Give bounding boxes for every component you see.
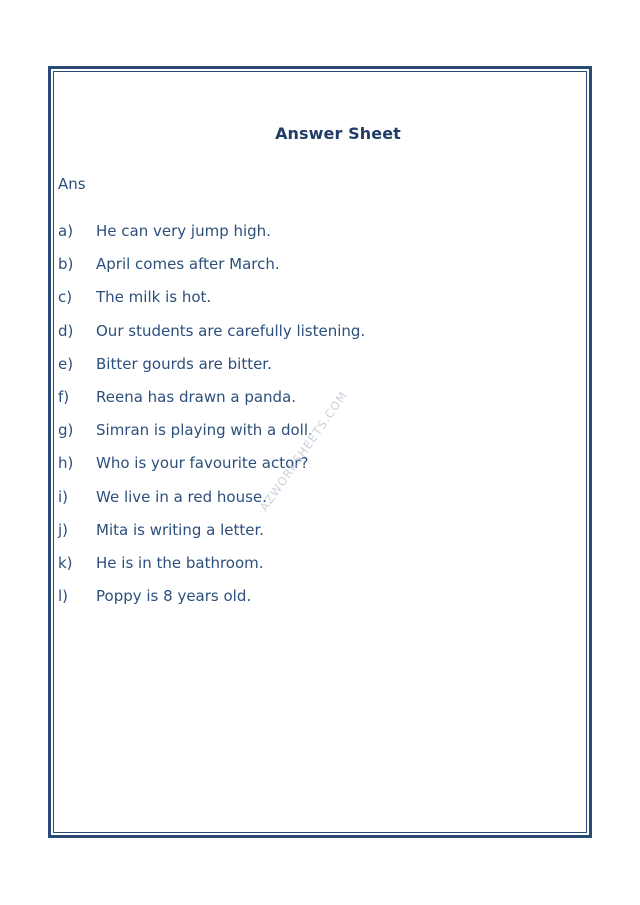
answer-letter: a): [58, 222, 74, 240]
answer-letter: d): [58, 321, 74, 340]
answer-text: Bitter gourds are bitter.: [96, 354, 272, 373]
answer-letter: i): [58, 487, 69, 506]
answer-letter: f): [58, 387, 70, 406]
answer-item-k: [58, 554, 365, 587]
page-title: Answer Sheet: [275, 124, 401, 143]
answer-text: Mita is writing a letter.: [96, 520, 265, 539]
answer-text: Who is your favourite actor?: [96, 454, 309, 473]
answer-item-d: [58, 322, 365, 355]
answer-item-a: [58, 222, 365, 255]
answer-letter: g): [58, 421, 74, 440]
answer-text: Our students are carefully listening.: [96, 321, 366, 340]
answer-text: April comes after March.: [96, 255, 280, 274]
answer-text: He is in the bathroom.: [96, 553, 264, 572]
ans-label: Ans: [58, 175, 86, 193]
answer-item-j: [58, 521, 365, 554]
answer-text: The milk is hot.: [96, 288, 212, 307]
answer-letter: j): [58, 520, 69, 539]
answer-item-c: [58, 288, 365, 321]
answer-letter: l): [58, 587, 69, 606]
answer-text: He can very jump high.: [96, 222, 271, 240]
answer-letter: e): [58, 354, 74, 373]
answer-letter: b): [58, 255, 74, 274]
answer-item-l: [58, 587, 365, 620]
answer-item-i: [58, 488, 365, 521]
answer-letter: h): [58, 454, 74, 473]
answer-text: Reena has drawn a panda.: [96, 387, 297, 406]
answer-letter: c): [58, 288, 73, 307]
answer-text: We live in a red house.: [96, 487, 267, 506]
answer-text: Poppy is 8 years old.: [96, 587, 252, 606]
answer-text: Simran is playing with a doll.: [96, 421, 313, 440]
answer-item-e: [58, 355, 365, 388]
answer-item-h: [58, 454, 365, 487]
answer-item-b: [58, 255, 365, 288]
answer-letter: k): [58, 553, 73, 572]
watermark: AZWORKSHEETS.COM: [256, 388, 351, 514]
